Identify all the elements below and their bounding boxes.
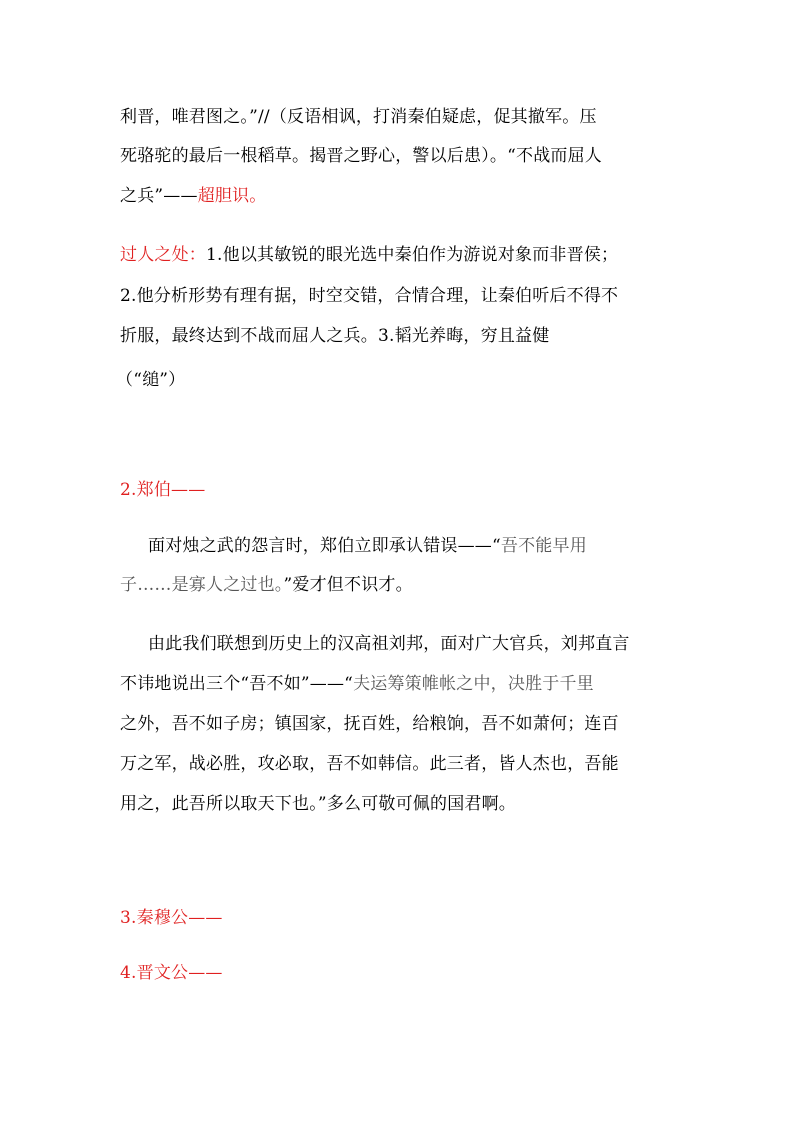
para3-quote-end: 子……是寡人之过也。	[120, 575, 284, 595]
para4-line3: 之外，吾不如子房；镇国家，抚百姓，给粮饷，吾不如萧何；连百	[120, 714, 619, 734]
para3-line1	[148, 534, 587, 558]
para2-line4: （“缒”）	[116, 370, 186, 390]
para1-line2: 死骆驼的最后一根稻草。揭晋之野心，警以后患）。“不战而屈人	[120, 146, 602, 166]
para4-line5: 用之，此吾所以取天下也。”多么可敬可佩的国君啊。	[120, 794, 516, 814]
para4-line1: 由此我们联想到历史上的汉高祖刘邦，面对广大官兵，刘邦直言	[148, 634, 630, 654]
para4-line4: 万之军，战必胜，攻必取，吾不如韩信。此三者，皆人杰也，吾能	[120, 754, 619, 774]
para4-line2	[120, 672, 594, 696]
para1-line3-text: 之兵”——	[120, 186, 198, 206]
para3-line1-text: 面对烛之武的怨言时，郑伯立即承认错误——“	[148, 536, 501, 556]
para4-line2-text: 不讳地说出三个“吾不如”——“	[120, 674, 354, 694]
para2-label: 过人之处：	[120, 245, 206, 265]
section-heading-qinmugong: 3.秦穆公——	[120, 908, 223, 928]
para2-line1	[120, 243, 618, 267]
para4-quote-start: 夫运筹策帷帐之中，决胜于千里	[353, 674, 594, 694]
section-heading-zhengbo: 2.郑伯——	[120, 480, 206, 500]
para3-line2-text: ”爱才但不识才。	[283, 575, 413, 595]
para1-highlight: 超胆识。	[197, 186, 267, 206]
para3-line2	[120, 573, 413, 597]
para2-line2: 2.他分析形势有理有据，时空交错，合情合理，让秦伯听后不得不	[120, 286, 619, 306]
para1-line1: 利晋，唯君图之。”//（反语相讽，打消秦伯疑虑，促其撤军。压	[120, 107, 597, 127]
para2-line1-text: 1.他以其敏锐的眼光选中秦伯作为游说对象而非晋侯；	[206, 245, 619, 265]
para2-line3: 折服，最终达到不战而屈人之兵。3.韬光养晦，穷且益健	[120, 326, 550, 346]
para1-line3	[120, 184, 267, 208]
para3-quote-start: 吾不能早用	[500, 536, 587, 556]
section-heading-jinwengong: 4.晋文公——	[120, 963, 223, 983]
